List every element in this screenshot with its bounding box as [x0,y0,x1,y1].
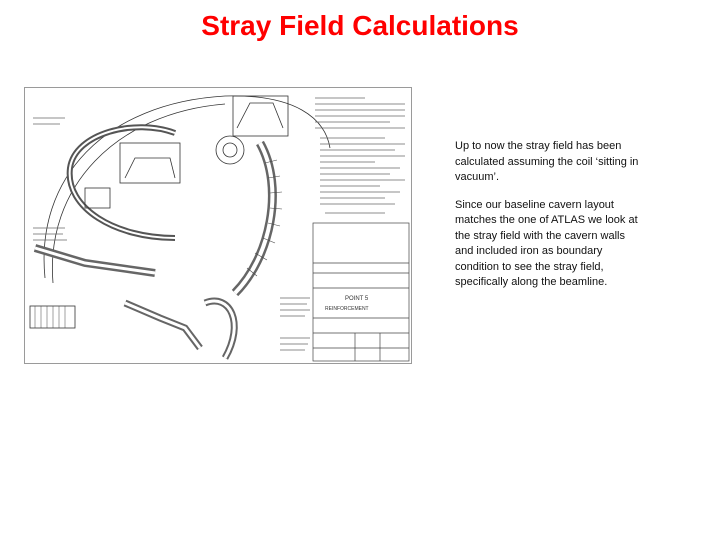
title-block-subtitle: REINFORCEMENT [325,306,369,312]
outer-arc-2 [52,104,225,283]
slide-title: Stray Field Calculations [201,10,519,41]
paragraph-1: Up to now the stray field has been calculated assuming the coil ‘sitting in vacuum’. [455,140,639,183]
paragraph-2: Since our baseline cavern layout matches the one of ATLAS we look at the stray field with the cavern walls and included iron as boundary condition to see the stray field, specifically along the beamline. [455,198,638,288]
title-block [313,223,409,361]
cavern-drawing-svg [25,88,411,363]
body-text [455,139,645,303]
title-block-point: POINT 5 [345,296,369,302]
lower-curve [125,303,200,348]
outer-arc [44,96,330,278]
engineering-drawing [24,87,412,364]
